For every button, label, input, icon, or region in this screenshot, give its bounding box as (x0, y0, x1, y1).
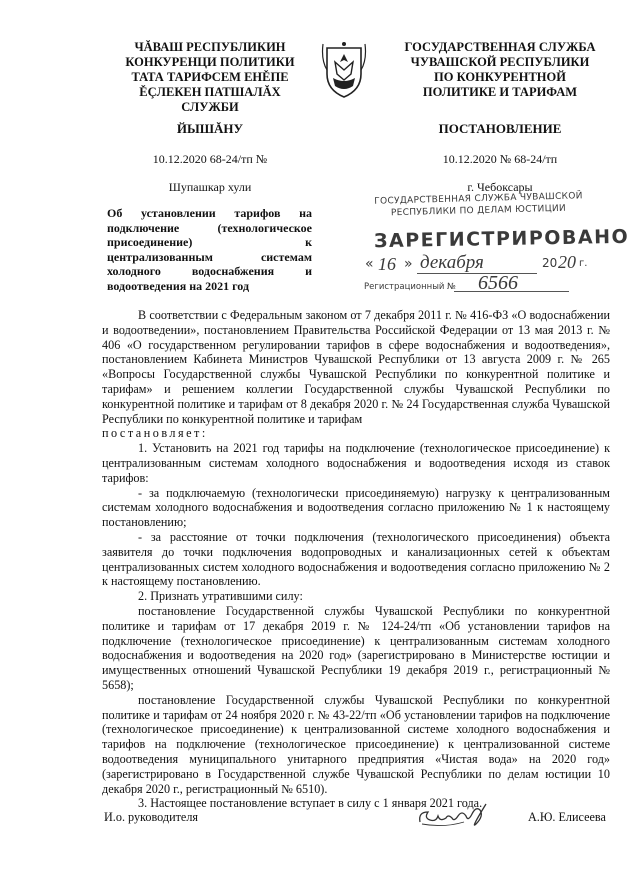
doc-title-russian: ПОСТАНОВЛЕНИЕ (438, 121, 562, 136)
registration-stamp (362, 191, 630, 298)
stamp-registered-label: ЗАРЕГИСТРИРОВАНО (373, 225, 630, 253)
document-subject (107, 206, 312, 294)
subject-line: водоотведения на 2021 год (107, 278, 250, 293)
header-right-line: ПО КОНКУРЕНТНОЙ (434, 70, 566, 84)
stamp-quote-open: « (365, 256, 374, 272)
doc-title-chuvash: ЙЫШĂНУ (176, 121, 244, 136)
body-paragraph-2a: постановление Государственной службы Чувашской Республики по конкурентной политике и тарифам от 17 декабря 2019 г. № 124-24/тп «Об установлении тарифов на подключение (технологическое присоединение) к централизованным системам холодного водоснабжения и водоотведения на 2020 год» (зарегистрировано в Министерстве юстиции и имущественных отношений Чувашской Республики 19 декабря 2019 г., регистрационный № 5658); (102, 603, 610, 692)
header-left-line: ĚÇЛЕКЕН ПАТШАЛĂХ СЛУЖБИ (139, 85, 281, 114)
stamp-reg-number: 6566 (478, 272, 518, 294)
doc-number-russian: 10.12.2020 № 68-24/тп (442, 152, 558, 166)
header-left-line: ТАТА ТАРИФСЕМ ЕНĚПЕ (131, 70, 289, 84)
signatory-position: И.о. руководителя (104, 810, 199, 824)
stamp-agency-line: РЕСПУБЛИКИ ПО ДЕЛАМ ЮСТИЦИИ (390, 203, 567, 219)
signatory-name: А.Ю. Елисеева (528, 810, 606, 824)
subject-line: подключение (технологическое (107, 220, 312, 235)
subject-line: холодного водоснабжения и (107, 264, 312, 279)
stamp-quote-close: » (404, 256, 413, 272)
document-body (102, 308, 610, 811)
header-right-line: ПОЛИТИКЕ И ТАРИФАМ (422, 85, 578, 99)
header-left-line: КОНКУРЕНЦИ ПОЛИТИКИ (125, 55, 295, 69)
header-chuvash-block (110, 40, 310, 115)
stamp-reg-label: Регистрационный № (364, 282, 456, 292)
body-intro: В соответствии с Федеральным законом от 7 декабря 2011 г. № 416-ФЗ «О водоснабжении и водоотведении», постановлением Правительства Российской Федерации от 13 мая 2013 г. № 406 «О государственном регулировании тарифов в сфере водоснабжения и водоотведения», постановлением Кабинета Министров Чувашской Республики от 13 августа 2009 г. № 265 «Вопросы Государственной службы Чувашской Республики по конкурентной политике и тарифам» и решением коллегии Государственной службы Чувашской Республики по конкурентной политике и тарифам от 8 декабря 2020 г. № 24 Государственная служба Чувашской Республики по конкурентной политике и тарифам (102, 308, 610, 426)
handwritten-signature-icon (414, 800, 490, 832)
body-decree-word: постановляет: (102, 426, 208, 441)
body-paragraph-1a: - за подключаемую (технологически присоединяемую) нагрузку к централизованным системам холодного водоснабжения и водоотведения согласно приложению № 1 к настоящему постановлению; (102, 485, 610, 530)
stamp-agency-line: ГОСУДАРСТВЕННАЯ СЛУЖБА ЧУВАШСКОЙ (374, 191, 583, 207)
stamp-century: 20 (542, 256, 558, 270)
stamp-year-suffix: г. (579, 258, 588, 269)
subject-line: присоединение) к (107, 235, 312, 250)
stamp-month: декабря (420, 252, 484, 273)
city-chuvash: Шупашкар хули (168, 180, 252, 194)
subject-line: централизованным системам (107, 249, 312, 264)
body-paragraph-2b: постановление Государственной службы Чувашской Республики по конкурентной политике и тарифам от 24 ноября 2020 г. № 43-22/тп «Об установлении тарифов на подключение (технологическое присоединение) к централизованной системе холодного водоснабжения и тарифов на подключение (технологическое присоединение) к централизованной системе водоотведения муниципального унитарного предприятия «Чистая вода» на 2020 год» (зарегистрировано в Государственной службе Чувашской Республики по делам юстиции 10 декабря 2020 г., регистрационный № 6510). (102, 692, 610, 796)
header-russian-block (395, 40, 605, 100)
body-paragraph-1: 1. Установить на 2021 год тарифы на подключение (технологическое присоединение) к централизованным системам холодного водоснабжения и водоотведения исходя из ставок тарифов: (102, 441, 610, 485)
body-paragraph-3: 3. Настоящее постановление вступает в силу с 1 января 2021 года. (138, 796, 483, 811)
subject-line: Об установлении тарифов на (107, 206, 312, 220)
body-paragraph-2: 2. Признать утратившими силу: (138, 589, 303, 604)
body-paragraph-1b: - за расстояние от точки подключения (технологического присоединения) объекта заявителя до точки подключения водопроводных и канализационных сетей к объектам централизованных систем холодного водоснабжения и водоотведения согласно приложению № 2 к настоящему постановлению. (102, 529, 610, 589)
header-right-line: ГОСУДАРСТВЕННАЯ СЛУЖБА (404, 40, 596, 54)
doc-number-chuvash: 10.12.2020 68-24/тп № (152, 152, 268, 166)
chuvash-emblem-icon (321, 40, 367, 100)
stamp-day: 16 (378, 254, 396, 274)
header-right-line: ЧУВАШСКОЙ РЕСПУБЛИКИ (410, 55, 590, 69)
header-left-line: ЧĂВАШ РЕСПУБЛИКИН (134, 40, 286, 54)
stamp-year: 20 (558, 252, 576, 272)
city-russian: г. Чебоксары (467, 180, 533, 194)
